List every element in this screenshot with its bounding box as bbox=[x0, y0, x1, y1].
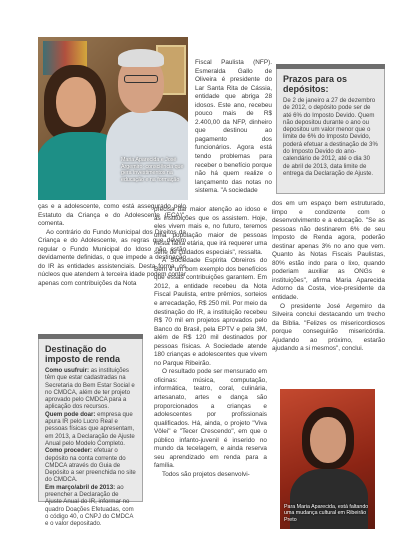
box-item bbox=[45, 447, 136, 483]
paragraph: O presidente José Argemiro da Silveira conclui destacando um trecho da Bíblia. "Felizes os misericordiosos porque conseguirão misericórdia. Ajudando ao próximo, estarão ajudando a si mesmos", conclui. bbox=[272, 302, 385, 353]
photo-maria-aparecida bbox=[280, 389, 375, 529]
woman-face bbox=[56, 77, 96, 127]
box-header-bar bbox=[276, 64, 385, 69]
paragraph: precisa dar maior atenção ao idoso e às instituições que os assistem. Hoje, eles vivem mais e, no futuro, teremos uma população maior de pessoas nesta faixa etária, que irá requerer uma série de cuidados especiais", ressalta. bbox=[154, 206, 267, 256]
box-item-text: ao preencher a Declaração de Ajuste Anual do IR, informar no quadro Doações Efetuadas, com o código 40, o CNPJ do CMDCA e o valor depositado. bbox=[45, 483, 134, 528]
photo1-caption: Maria Aparecida e José Argemiro: consciência que gera investimentos na educação e na formação bbox=[121, 157, 184, 183]
box-item-label: Quem pode doar: bbox=[45, 410, 96, 418]
box-item-text: empresa que apura IR pelo Lucro Real e pessoas físicas que apresentam, em 2013, a Declaração de Ajuste Anual pelo Modelo Completo. bbox=[45, 410, 135, 447]
column-2-top bbox=[195, 59, 272, 196]
box-item-label: Como proceder: bbox=[45, 447, 93, 455]
income-tax-box-title: Destinação do imposto de renda bbox=[45, 344, 121, 364]
woman-face bbox=[310, 417, 346, 463]
box-item bbox=[45, 484, 136, 528]
box-item-label: Em março/abril de 2013: bbox=[45, 483, 116, 491]
paragraph: O resultado pode ser mensurado em oficinas: música, computação, informática, teatro, coral, culinária, artesanato, artes e dança são proporcionados a crianças e adolescentes por profissionais qualificados. Há, ainda, o projeto "Viva Vôlei" e "Tecer Crescendo", em que o público infanto-juvenil é inserido no mundo da tecelagem, e ainda reserva seu aprendizado em renda para a família. bbox=[154, 368, 267, 470]
deadlines-box-text: De 2 de janeiro a 27 de dezembro de 2012, o depósito pode ser de até 6% do Imposto Devido. Quem não depositou durante o ano ou depositou um valor menor que o limite de 6% do Imposto Devido, poderá efetuar a destinação de 3% do Imposto Devido do ano-calendário de 2012, até o dia 30 de abril de 2013, data limite de entrega da Declaração de Ajuste. bbox=[283, 97, 378, 177]
deadlines-box-title: Prazos para os depósitos: bbox=[283, 74, 348, 94]
photo2-caption: Para Maria Aparecida, está faltando uma mudança cultural em Ribeirão Preto bbox=[284, 504, 369, 523]
column-3-text bbox=[272, 200, 385, 354]
column-2-text bbox=[154, 206, 267, 480]
glasses-icon bbox=[124, 75, 158, 83]
photo-maria-and-jose bbox=[38, 37, 188, 200]
man-hair bbox=[118, 49, 164, 67]
paragraph: A Sociedade Espírita Obreiros do Bem é um bom exemplo dos benefícios que essas contribuições garantem. Em 2012, a entidade recebeu da Nota Fiscal Paulista, entre prêmios, sorteios e arrecadação, R$ 250 mil. Por meio da destinação do IR, a instituição recebeu R$ 70 mil em projetos aprovados pelo Banco do Brasil, pela EPTV e pela 3M, além de R$ 120 mil destinados por pessoas físicas. A Sociedade atende 180 crianças e adolescentes que vivem no Parque Ribeirão. bbox=[154, 257, 267, 367]
paragraph: Fiscal Paulista (NFP). Esmeralda Gallo de Oliveira é presidente do Lar Santa Rita de Cássia, entidade que abriga 28 idosos. Este ano, recebeu pouco mais de R$ 2.400,00 da NFP, dinheiro que destinou ao pagamento dos funcionários. Agora está tendo problemas para receber o benefício porque não há quem realize o lançamento das notas no sistema. "A sociedade bbox=[195, 59, 272, 195]
paragraph: ças e a adolescente, como está assegurado pelo Estatuto da Criança e do Adolescente (ECA)", comenta. bbox=[38, 203, 186, 228]
box-item-text: efetuar o depósito na conta corrente do CMDCA através do Guia de Depósito a ser preenchida no site do CMDCA. bbox=[45, 447, 136, 484]
box-item-text: as instituições têm que estar cadastradas na Secretaria do Bem Estar Social e no CMDCA, além de ter projeto aprovado pelo CMDCA para a aplicação dos recursos. bbox=[45, 367, 135, 411]
box-header-bar bbox=[38, 334, 143, 339]
box-item bbox=[45, 411, 136, 447]
paragraph: Todos são projetos desenvolvi- bbox=[162, 470, 250, 478]
income-tax-box bbox=[38, 334, 143, 528]
income-tax-box-text bbox=[45, 367, 136, 528]
paragraph: dos em um espaço bem estruturado, limpo e condizente com o desenvolvimento e a educação. "Se as pessoas não destinarem 6% de seu Imposto de Renda agora, poderão destinar apenas 3% no ano que vem. Quanto às Notas Fiscais Paulistas, 80% estão indo para o lixo, quando poderiam auxiliar as ONGs e instituições", afirma Maria Aparecida Adorno da Costa, vice-presidente da entidade. bbox=[272, 200, 385, 302]
man-body bbox=[106, 111, 188, 200]
deadlines-box bbox=[276, 64, 385, 194]
box-item-label: Como usufruir: bbox=[45, 367, 90, 374]
paragraph: Ao contrário do Fundo Municipal dos Direitos da Criança e do Adolescente, as regras que devem regular o Fundo Municipal do Idoso não estão devidamente definidas, o que impede a destinação do IR às entidades assistenciais. Desta forma, os núcleos que atendem à terceira idade podem contar apenas com contribuições da Nota bbox=[38, 228, 186, 287]
box-item bbox=[45, 367, 136, 411]
